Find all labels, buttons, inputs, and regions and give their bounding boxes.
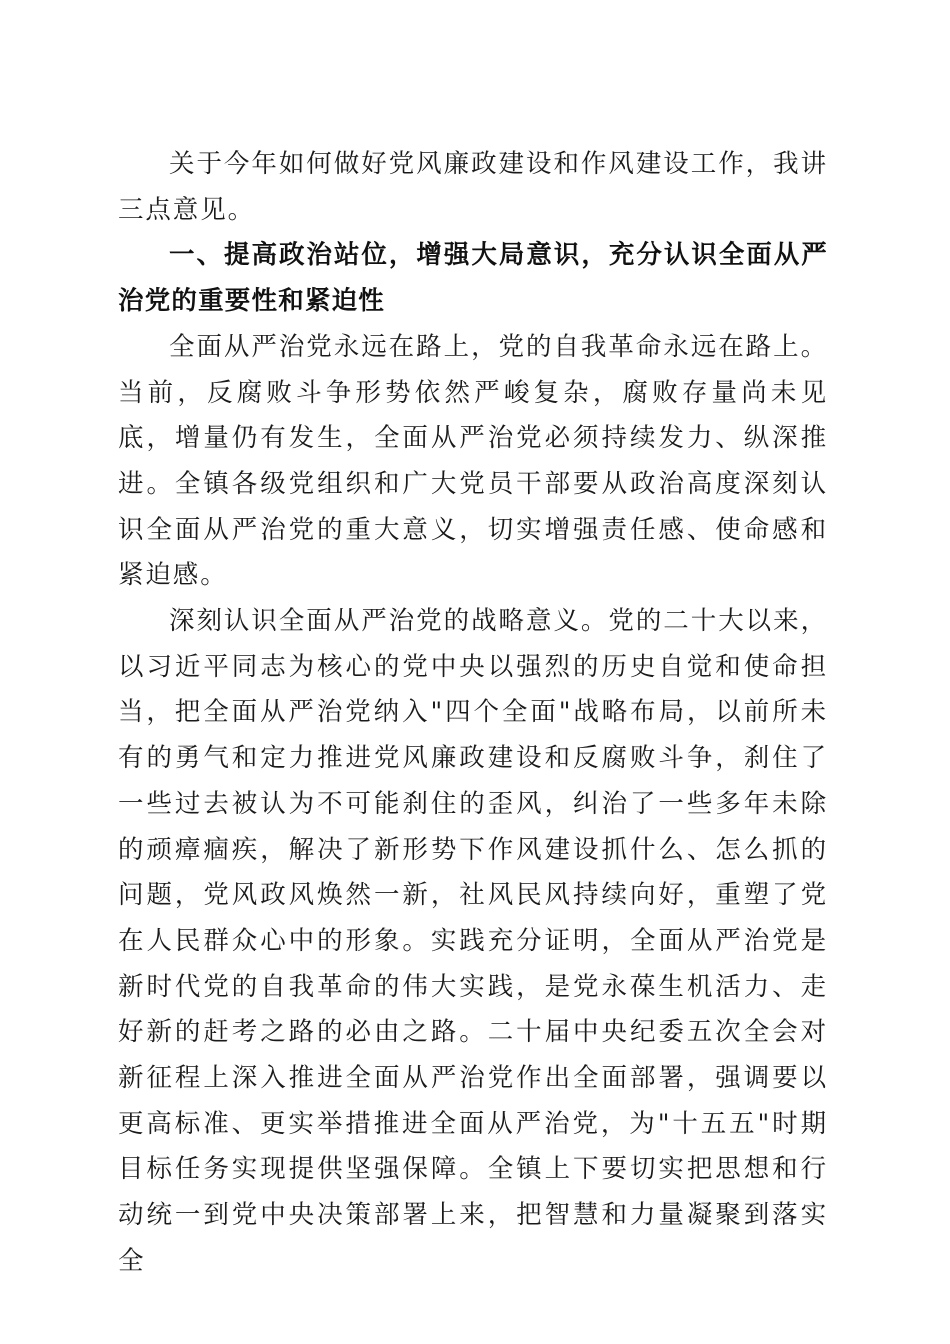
body-paragraph-1: 全面从严治党永远在路上，党的自我革命永远在路上。当前，反腐败斗争形势依然严峻复杂，腐败存量尚未见底，增量仍有发生，全面从严治党必须持续发力、纵深推进。全镇各级党组织和广大党员干部要从政治高度深刻认识全面从严治党的重大意义，切实增强责任感、使命感和紧迫感。 bbox=[118, 331, 828, 591]
intro-paragraph: 关于今年如何做好党风廉政建设和作风建设工作，我讲三点意见。 bbox=[118, 149, 828, 225]
body-paragraph-2: 深刻认识全面从严治党的战略意义。党的二十大以来，以习近平同志为核心的党中央以强烈的历史自觉和使命担当，把全面从严治党纳入"四个全面"战略布局，以前所未有的勇气和定力推进党风廉政建设和反腐败斗争，刹住了一些过去被认为不可能刹住的歪风，纠治了一些多年未除的顽瘴痼疾，解决了新形势下作风建设抓什么、怎么抓的问题，党风政风焕然一新，社风民风持续向好，重塑了党在人民群众心中的形象。实践充分证明，全面从严治党是新时代党的自我革命的伟大实践，是党永葆生机活力、走好新的赶考之路的必由之路。二十届中央纪委五次全会对新征程上深入推进全面从严治党作出全面部署，强调要以更高标准、更实举措推进全面从严治党，为"十五五"时期目标任务实现提供坚强保障。全镇上下要切实把思想和行动统一到党中央决策部署上来，把智慧和力量凝聚到落实全 bbox=[118, 606, 828, 1276]
section-heading-1: 一、提高政治站位，增强大局意识，充分认识全面从严治党的重要性和紧迫性 bbox=[118, 240, 828, 317]
document-body bbox=[118, 142, 828, 1285]
